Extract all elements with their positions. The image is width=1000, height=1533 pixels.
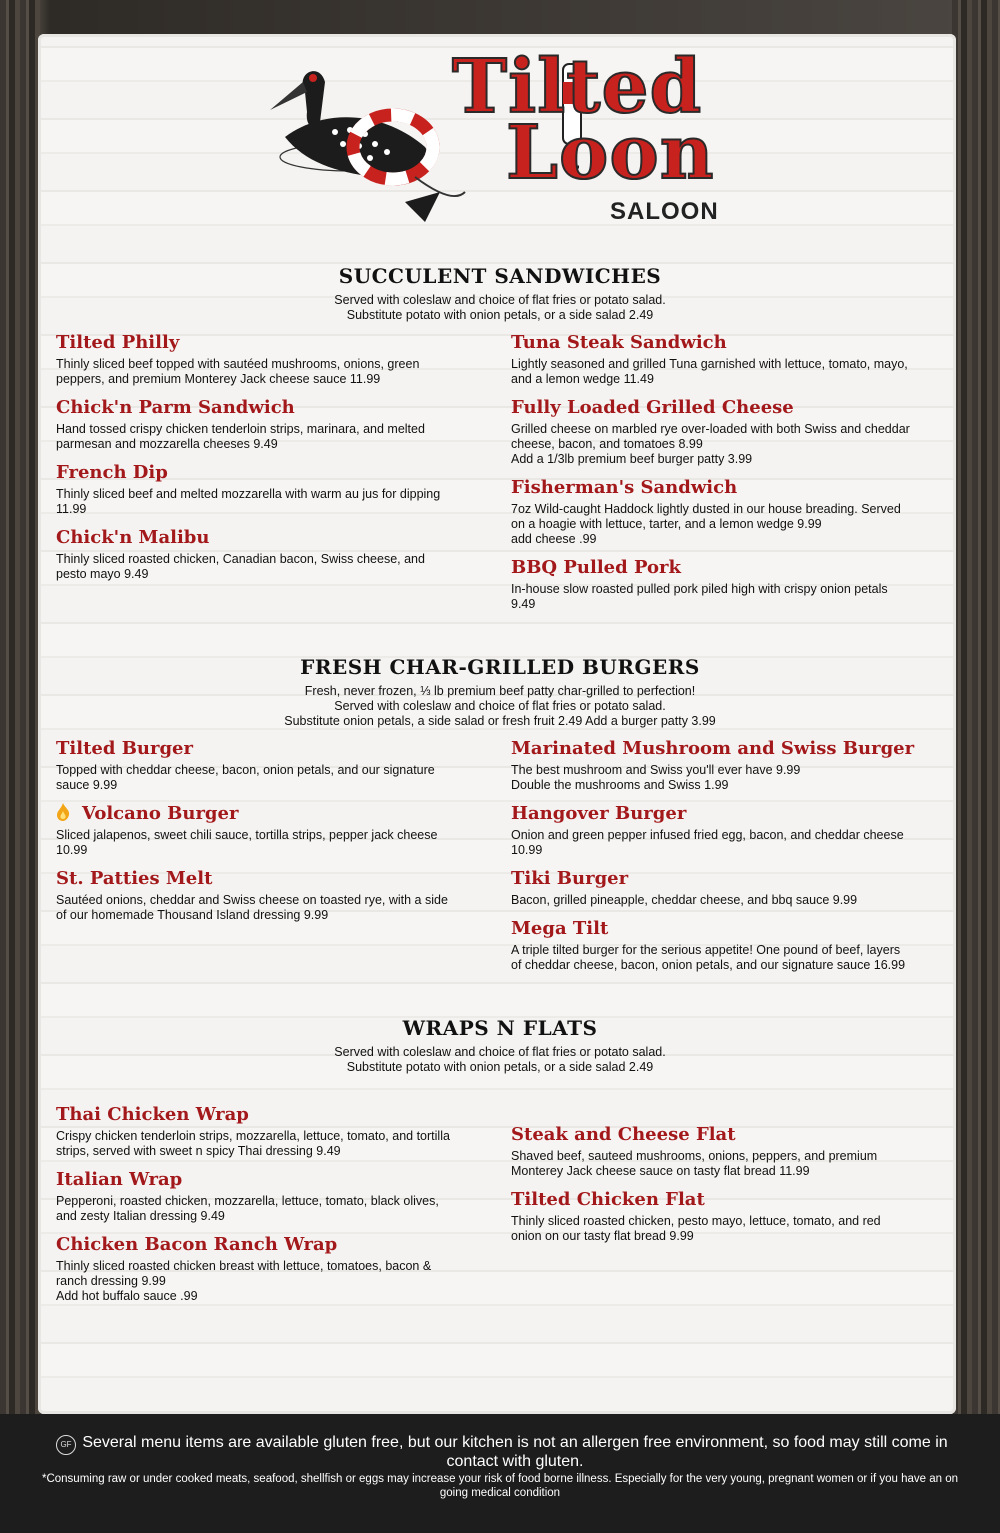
- menu-item: [56, 526, 486, 582]
- menu-item: [511, 867, 951, 908]
- logo-line2: Loon: [506, 110, 715, 196]
- item-description: Thinly sliced roasted chicken, pesto mayo, lettuce, tomato, and red onion on our tasty flat bread 9.99: [511, 1214, 881, 1243]
- menu-item: [511, 917, 951, 973]
- menu-item: [511, 802, 951, 858]
- item-name: Chick'n Parm Sandwich: [56, 397, 295, 418]
- wood-border-right: [952, 0, 1000, 1533]
- item-name: Chicken Bacon Ranch Wrap: [56, 1234, 338, 1255]
- item-description: Thinly sliced beef topped with sautéed mushrooms, onions, green peppers, and premium Monterey Jack cheese sauce 11.99: [56, 357, 420, 386]
- menu-item: [511, 1188, 951, 1244]
- item-description: Thinly sliced beef and melted mozzarella with warm au jus for dipping 11.99: [56, 487, 441, 516]
- gf-icon: GF: [56, 1435, 76, 1455]
- menu-item: [511, 331, 951, 387]
- note-line: Substitute potato with onion petals, or a side salad 2.49: [346, 308, 654, 322]
- item-description: The best mushroom and Swiss you'll ever have 9.99 Double the mushrooms and Swiss 1.99: [511, 763, 801, 792]
- item-name: Tilted Burger: [56, 738, 193, 759]
- section-note: [0, 293, 1000, 323]
- item-description: Thinly sliced roasted chicken breast with lettuce, tomatoes, bacon & ranch dressing 9.99 Add hot buffalo sauce .99: [56, 1259, 432, 1303]
- item-description: A triple tilted burger for the serious appetite! One pound of beef, layers of cheddar cheese, bacon, onion petals, and our signature sauce 16.99: [511, 943, 906, 972]
- item-name: Italian Wrap: [56, 1169, 183, 1190]
- menu-item: [56, 396, 486, 452]
- item-description: Shaved beef, sauteed mushrooms, onions, peppers, and premium Monterey Jack cheese sauce on tasty flat bread 11.99: [511, 1149, 878, 1178]
- item-description: Grilled cheese on marbled rye over-loaded with both Swiss and cheddar cheese, bacon, and tomatoes 8.99 Add a 1/3lb premium beef burger patty 3.99: [511, 422, 910, 466]
- item-description: Pepperoni, roasted chicken, mozzarella, lettuce, tomato, black olives, and zesty Italian dressing 9.49: [56, 1194, 439, 1223]
- logo-wordmark: [452, 44, 715, 196]
- item-name: Fully Loaded Grilled Cheese: [511, 397, 794, 418]
- item-description: Thinly sliced roasted chicken, Canadian bacon, Swiss cheese, and pesto mayo 9.49: [56, 552, 425, 581]
- item-description: Topped with cheddar cheese, bacon, onion petals, and our signature sauce 9.99: [56, 763, 435, 792]
- item-name: Tiki Burger: [511, 868, 629, 889]
- menu-item: [56, 1233, 486, 1304]
- menu-item: [56, 802, 486, 858]
- note-line: Substitute onion petals, a side salad or fresh fruit 2.49 Add a burger patty 3.99: [284, 714, 716, 728]
- menu-item: [56, 737, 486, 793]
- note-line: Served with coleslaw and choice of flat fries or potato salad.: [334, 699, 666, 713]
- section-title-wraps: WRAPS N FLATS: [402, 1016, 598, 1040]
- item-description: Onion and green pepper infused fried egg, bacon, and cheddar cheese 10.99: [511, 828, 904, 857]
- item-description: Hand tossed crispy chicken tenderloin strips, marinara, and melted parmesan and mozzarella cheeses 9.49: [56, 422, 425, 451]
- consumption-disclaimer: *Consuming raw or under cooked meats, seafood, shellfish or eggs may increase your risk of food borne illness. Especially for the very young, pregnant women or if you have an on going medical condition: [41, 1473, 958, 1499]
- wood-border-left: [0, 0, 40, 1533]
- menu-item: [56, 1168, 486, 1224]
- menu-item: [511, 737, 951, 793]
- note-line: Substitute potato with onion petals, or a side salad 2.49: [346, 1060, 654, 1074]
- menu-item: [511, 556, 951, 612]
- item-name: Marinated Mushroom and Swiss Burger: [511, 738, 915, 759]
- note-line: Served with coleslaw and choice of flat fries or potato salad.: [334, 1045, 666, 1059]
- item-name: Volcano Burger: [82, 803, 239, 824]
- note-line: Fresh, never frozen, ⅓ lb premium beef patty char-grilled to perfection!: [304, 684, 696, 698]
- item-name-row: [56, 802, 486, 826]
- item-description: Bacon, grilled pineapple, cheddar cheese, and bbq sauce 9.99: [511, 893, 858, 907]
- item-name: St. Patties Melt: [56, 868, 213, 889]
- item-description: In-house slow roasted pulled pork piled high with crispy onion petals 9.49: [511, 582, 888, 611]
- section-title-burgers: FRESH CHAR-GRILLED BURGERS: [300, 655, 700, 679]
- menu-item: [56, 867, 486, 923]
- item-name: Tilted Chicken Flat: [511, 1189, 705, 1210]
- item-description: Lightly seasoned and grilled Tuna garnished with lettuce, tomato, mayo, and a lemon wedge 11.49: [511, 357, 908, 386]
- item-name: Chick'n Malibu: [56, 527, 210, 548]
- item-name: Thai Chicken Wrap: [56, 1104, 249, 1125]
- gluten-notice: Several menu items are available gluten free, but our kitchen is not an allergen free environment, so food may still come in contact with gluten.: [82, 1434, 948, 1470]
- item-name: Tilted Philly: [56, 332, 180, 353]
- note-line: Served with coleslaw and choice of flat fries or potato salad.: [334, 293, 666, 307]
- item-name: Tuna Steak Sandwich: [511, 332, 727, 353]
- menu-item: [511, 1123, 951, 1179]
- menu-item: [56, 1103, 486, 1159]
- menu-item: [56, 461, 486, 517]
- item-description: 7oz Wild-caught Haddock lightly dusted in our house breading. Served on a hoagie with lettuce, tarter, and a lemon wedge 9.99 add cheese .99: [511, 502, 901, 546]
- item-description: Crispy chicken tenderloin strips, mozzarella, lettuce, tomato, and tortilla strips, served with sweet n spicy Thai dressing 9.49: [56, 1129, 450, 1158]
- flame-icon: [56, 803, 70, 821]
- item-name: French Dip: [56, 462, 168, 483]
- item-name: Mega Tilt: [511, 918, 609, 939]
- section-note: [0, 1045, 1000, 1075]
- item-name: BBQ Pulled Pork: [511, 557, 681, 578]
- item-description: Sautéed onions, cheddar and Swiss cheese on toasted rye, with a side of our homemade Thousand Island dressing 9.99: [56, 893, 448, 922]
- item-description: Sliced jalapenos, sweet chili sauce, tortilla strips, pepper jack cheese 10.99: [56, 828, 438, 857]
- menu-item: [511, 396, 951, 467]
- section-note: [0, 684, 1000, 729]
- logo-subtitle: SALOON: [610, 198, 719, 225]
- item-name: Steak and Cheese Flat: [511, 1124, 736, 1145]
- item-name: Fisherman's Sandwich: [511, 477, 738, 498]
- menu-item: [511, 476, 951, 547]
- menu-item: [56, 331, 486, 387]
- logo-line1: Tilted: [452, 44, 703, 130]
- item-name: Hangover Burger: [511, 803, 687, 824]
- section-title-sandwiches: SUCCULENT SANDWICHES: [338, 264, 662, 288]
